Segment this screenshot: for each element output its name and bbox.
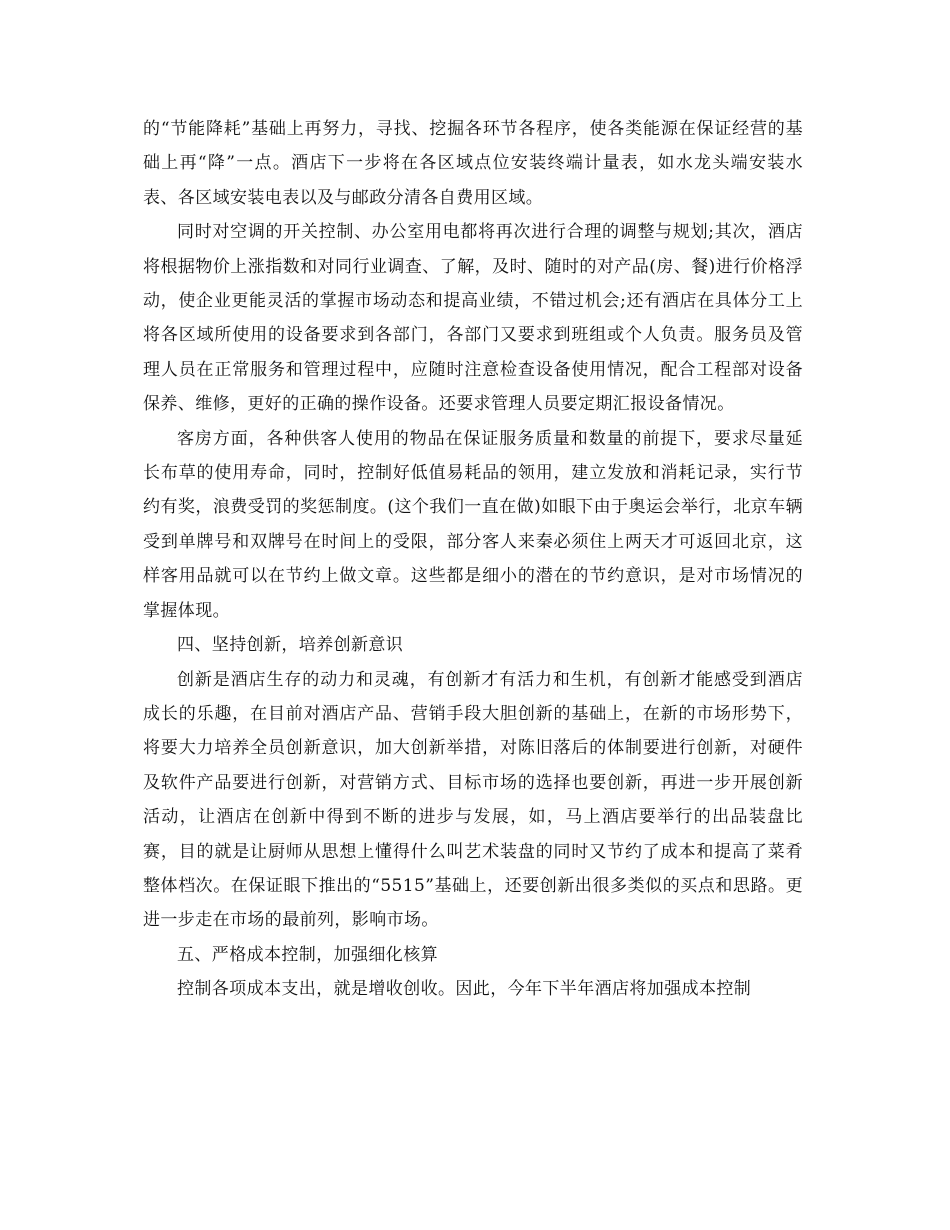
paragraph-energy-saving-continued: 的“节能降耗”基础上再努力，寻找、挖掘各环节各程序，使各类能源在保证经营的基础上再“降”一点。酒店下一步将在各区域点位安装终端计量表，如水龙头端安装水表、各区域安装电表以及与邮政分清各自费用区域。 [143, 119, 803, 208]
paragraph-guest-rooms: 客房方面，各种供客人使用的物品在保证服务质量和数量的前提下，要求尽量延长布草的使用寿命，同时，控制好低值易耗品的领用，建立发放和消耗记录，实行节约有奖，浪费受罚的奖惩制度。(这个我们一直在做)如眼下由于奥运会举行，北京车辆受到单牌号和双牌号在时间上的受限，部分客人来秦必须住上两天才可返回北京，这样客用品就可以在节约上做文章。这些都是细小的潜在的节约意识，是对市场情况的掌握体现。 [143, 428, 803, 621]
document-page [143, 112, 803, 1007]
paragraph-air-conditioning-pricing: 同时对空调的开关控制、办公室用电都将再次进行合理的调整与规划;其次，酒店将根据物价上涨指数和对同行业调查、了解，及时、随时的对产品(房、餐)进行价格浮动，使企业更能灵活的掌握市场动态和提高业绩，不错过机会;还有酒店在具体分工上将各区域所使用的设备要求到各部门，各部门又要求到班组或个人负责。服务员及管理人员在正常服务和管理过程中，应随时注意检查设备使用情况，配合工程部对设备保养、维修，更好的正确的操作设备。还要求管理人员要定期汇报设备情况。 [143, 222, 803, 415]
section-heading-innovation: 四、坚持创新，培养创新意识 [177, 635, 404, 656]
section-heading-cost-control: 五、严格成本控制，加强细化核算 [177, 944, 438, 965]
paragraph-cost-control: 控制各项成本支出，就是增收创收。因此，今年下半年酒店将加强成本控制 [177, 979, 752, 1000]
paragraph-innovation: 创新是酒店生存的动力和灵魂，有创新才有活力和生机，有创新才能感受到酒店成长的乐趣，在目前对酒店产品、营销手段大胆创新的基础上，在新的市场形势下，将要大力培养全员创新意识，加大创新举措，对陈旧落后的体制要进行创新，对硬件及软件产品要进行创新，对营销方式、目标市场的选择也要创新，再进一步开展创新活动，让酒店在创新中得到不断的进步与发展，如，马上酒店要举行的出品装盘比赛，目的就是让厨师从思想上懂得什么叫艺术装盘的同时又节约了成本和提高了菜肴整体档次。在保证眼下推出的“5515”基础上，还要创新出很多类似的买点和思路。更进一步走在市场的最前列，影响市场。 [143, 669, 803, 931]
